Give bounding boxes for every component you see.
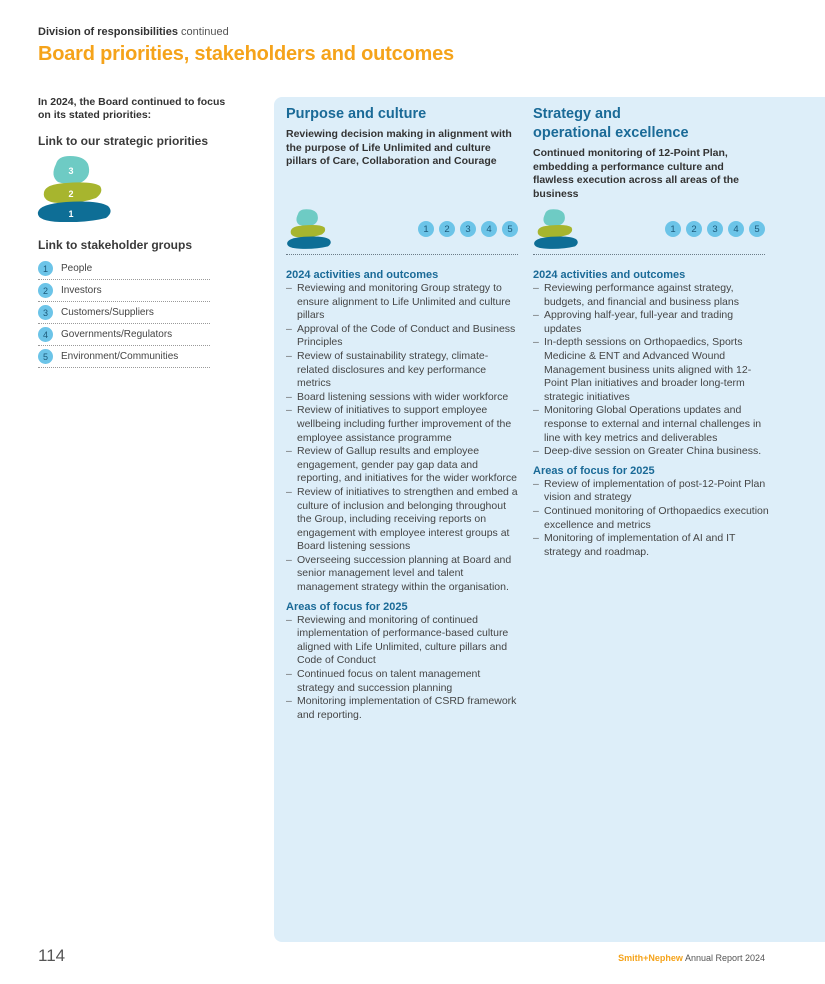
stone-label-2: 2: [68, 189, 74, 199]
list-item: – Deep-dive session on Greater China business.: [533, 445, 769, 459]
number-badge: 2: [38, 283, 53, 298]
list-item: – In-depth sessions on Orthopaedics, Sports Medicine & ENT and Advanced Wound Management business units aligned with 12-Point Plan initiatives and broader long-term strategic initiatives: [533, 336, 769, 404]
focus-heading: Areas of focus for 2025: [533, 464, 655, 477]
number-badge: 5: [38, 349, 53, 364]
list-item: – Overseeing succession planning at Board and senior management level and talent management strategy within the organisation.: [286, 554, 518, 595]
number-badge: 2: [686, 221, 702, 237]
priority-icon-row: [533, 208, 765, 255]
page-title: Board priorities, stakeholders and outcomes: [38, 43, 454, 65]
focus-list: [286, 614, 518, 723]
list-item: – Monitoring of implementation of AI and IT strategy and roadmap.: [533, 532, 769, 559]
list-item: – Review of sustainability strategy, climate-related disclosures and key performance metrics: [286, 350, 518, 391]
stakeholders-heading: Link to stakeholder groups: [38, 238, 193, 252]
list-item: – Monitoring Global Operations updates and response to external and internal challenges in line with key metrics and deliverables: [533, 404, 769, 445]
stakeholder-label: Investors: [61, 285, 102, 296]
column-title-line1: Strategy and: [533, 106, 621, 122]
stakeholder-numbers: [665, 221, 765, 237]
number-badge: 3: [38, 305, 53, 320]
stone-label-3: 3: [68, 166, 74, 176]
brand-name: Smith+Nephew: [618, 953, 683, 963]
stakeholder-label: Environment/Communities: [61, 351, 179, 362]
number-badge: 4: [38, 327, 53, 342]
stakeholder-label: Customers/Suppliers: [61, 307, 154, 318]
focus-heading: Areas of focus for 2025: [286, 600, 408, 613]
priority-icon-row: [286, 208, 518, 255]
activities-heading: 2024 activities and outcomes: [286, 269, 439, 281]
list-item: – Monitoring implementation of CSRD framework and reporting.: [286, 695, 518, 722]
list-item: – Reviewing performance against strategy, budgets, and financial and business plans: [533, 282, 769, 309]
section-kicker: [38, 26, 229, 38]
number-badge: 1: [38, 261, 53, 276]
stakeholder-numbers: [418, 221, 518, 237]
activities-heading: 2024 activities and outcomes: [533, 269, 686, 281]
activities-list: [533, 282, 769, 459]
report-footer: [618, 953, 765, 963]
strategy-excellence-body: [533, 268, 769, 564]
number-badge: 3: [707, 221, 723, 237]
purpose-culture-body: [286, 268, 518, 727]
list-item: [38, 324, 210, 346]
list-item: – Review of Gallup results and employee engagement, gender pay gap data and reporting, and initiatives for the wider workforce: [286, 445, 518, 486]
list-item: – Board listening sessions with wider workforce: [286, 391, 518, 405]
number-badge: 1: [418, 221, 434, 237]
page-number: 114: [38, 946, 66, 965]
stakeholder-label: Governments/Regulators: [61, 329, 173, 340]
strategy-excellence-column: [533, 105, 765, 201]
number-badge: 1: [665, 221, 681, 237]
number-badge: 5: [749, 221, 765, 237]
list-item: [38, 302, 210, 324]
stacked-stones-icon: [533, 208, 581, 250]
stacked-stones-icon: [286, 208, 334, 250]
column-subtitle: Reviewing decision making in alignment with the purpose of Life Unlimited and culture pillars of Care, Collaboration and Courage: [286, 128, 512, 167]
number-badge: 4: [728, 221, 744, 237]
list-item: – Approval of the Code of Conduct and Business Principles: [286, 323, 518, 350]
kicker-bold: Division of responsibilities: [38, 26, 178, 38]
list-item: – Reviewing and monitoring Group strategy to ensure alignment to Life Unlimited and culture pillars: [286, 282, 518, 323]
number-badge: 3: [460, 221, 476, 237]
column-title-line2: operational excellence: [533, 125, 689, 141]
column-title: [533, 105, 765, 143]
stone-label-1: 1: [68, 209, 74, 219]
list-item: – Review of initiatives to strengthen and embed a culture of inclusion and belonging throughout the Group, including receiving reports on engagement with employee interest groups at Board listening sessions: [286, 486, 518, 554]
kicker-continued: continued: [181, 26, 229, 38]
list-item: – Reviewing and monitoring of continued implementation of performance-based culture aligned with Life Unlimited, culture pillars and Code of Conduct: [286, 614, 518, 668]
column-subtitle: Continued monitoring of 12-Point Plan, embedding a performance culture and flawless execution across all areas of the business: [533, 147, 740, 200]
list-item: [38, 346, 210, 368]
number-badge: 2: [439, 221, 455, 237]
stakeholder-label: People: [61, 263, 93, 274]
stone-1: [38, 202, 111, 223]
focus-list: [533, 478, 769, 560]
list-item: [38, 280, 210, 302]
purpose-culture-column: [286, 105, 518, 169]
list-item: [38, 258, 210, 280]
list-item: – Continued monitoring of Orthopaedics execution excellence and metrics: [533, 505, 769, 532]
list-item: – Approving half-year, full-year and trading updates: [533, 309, 769, 336]
number-badge: 5: [502, 221, 518, 237]
column-title: Purpose and culture: [286, 106, 427, 122]
sidebar-intro: In 2024, the Board continued to focus on its stated priorities:: [38, 96, 226, 121]
report-name: Annual Report 2024: [684, 953, 765, 963]
number-badge: 4: [481, 221, 497, 237]
stakeholder-list: [38, 258, 210, 368]
priorities-heading: Link to our strategic priorities: [38, 134, 209, 148]
list-item: – Continued focus on talent management strategy and succession planning: [286, 668, 518, 695]
stacked-stones-icon: [36, 156, 116, 222]
list-item: – Review of implementation of post-12-Point Plan vision and strategy: [533, 478, 769, 505]
activities-list: [286, 282, 518, 595]
list-item: – Review of initiatives to support employee wellbeing including further improvement of the employee assistance programme: [286, 404, 518, 445]
